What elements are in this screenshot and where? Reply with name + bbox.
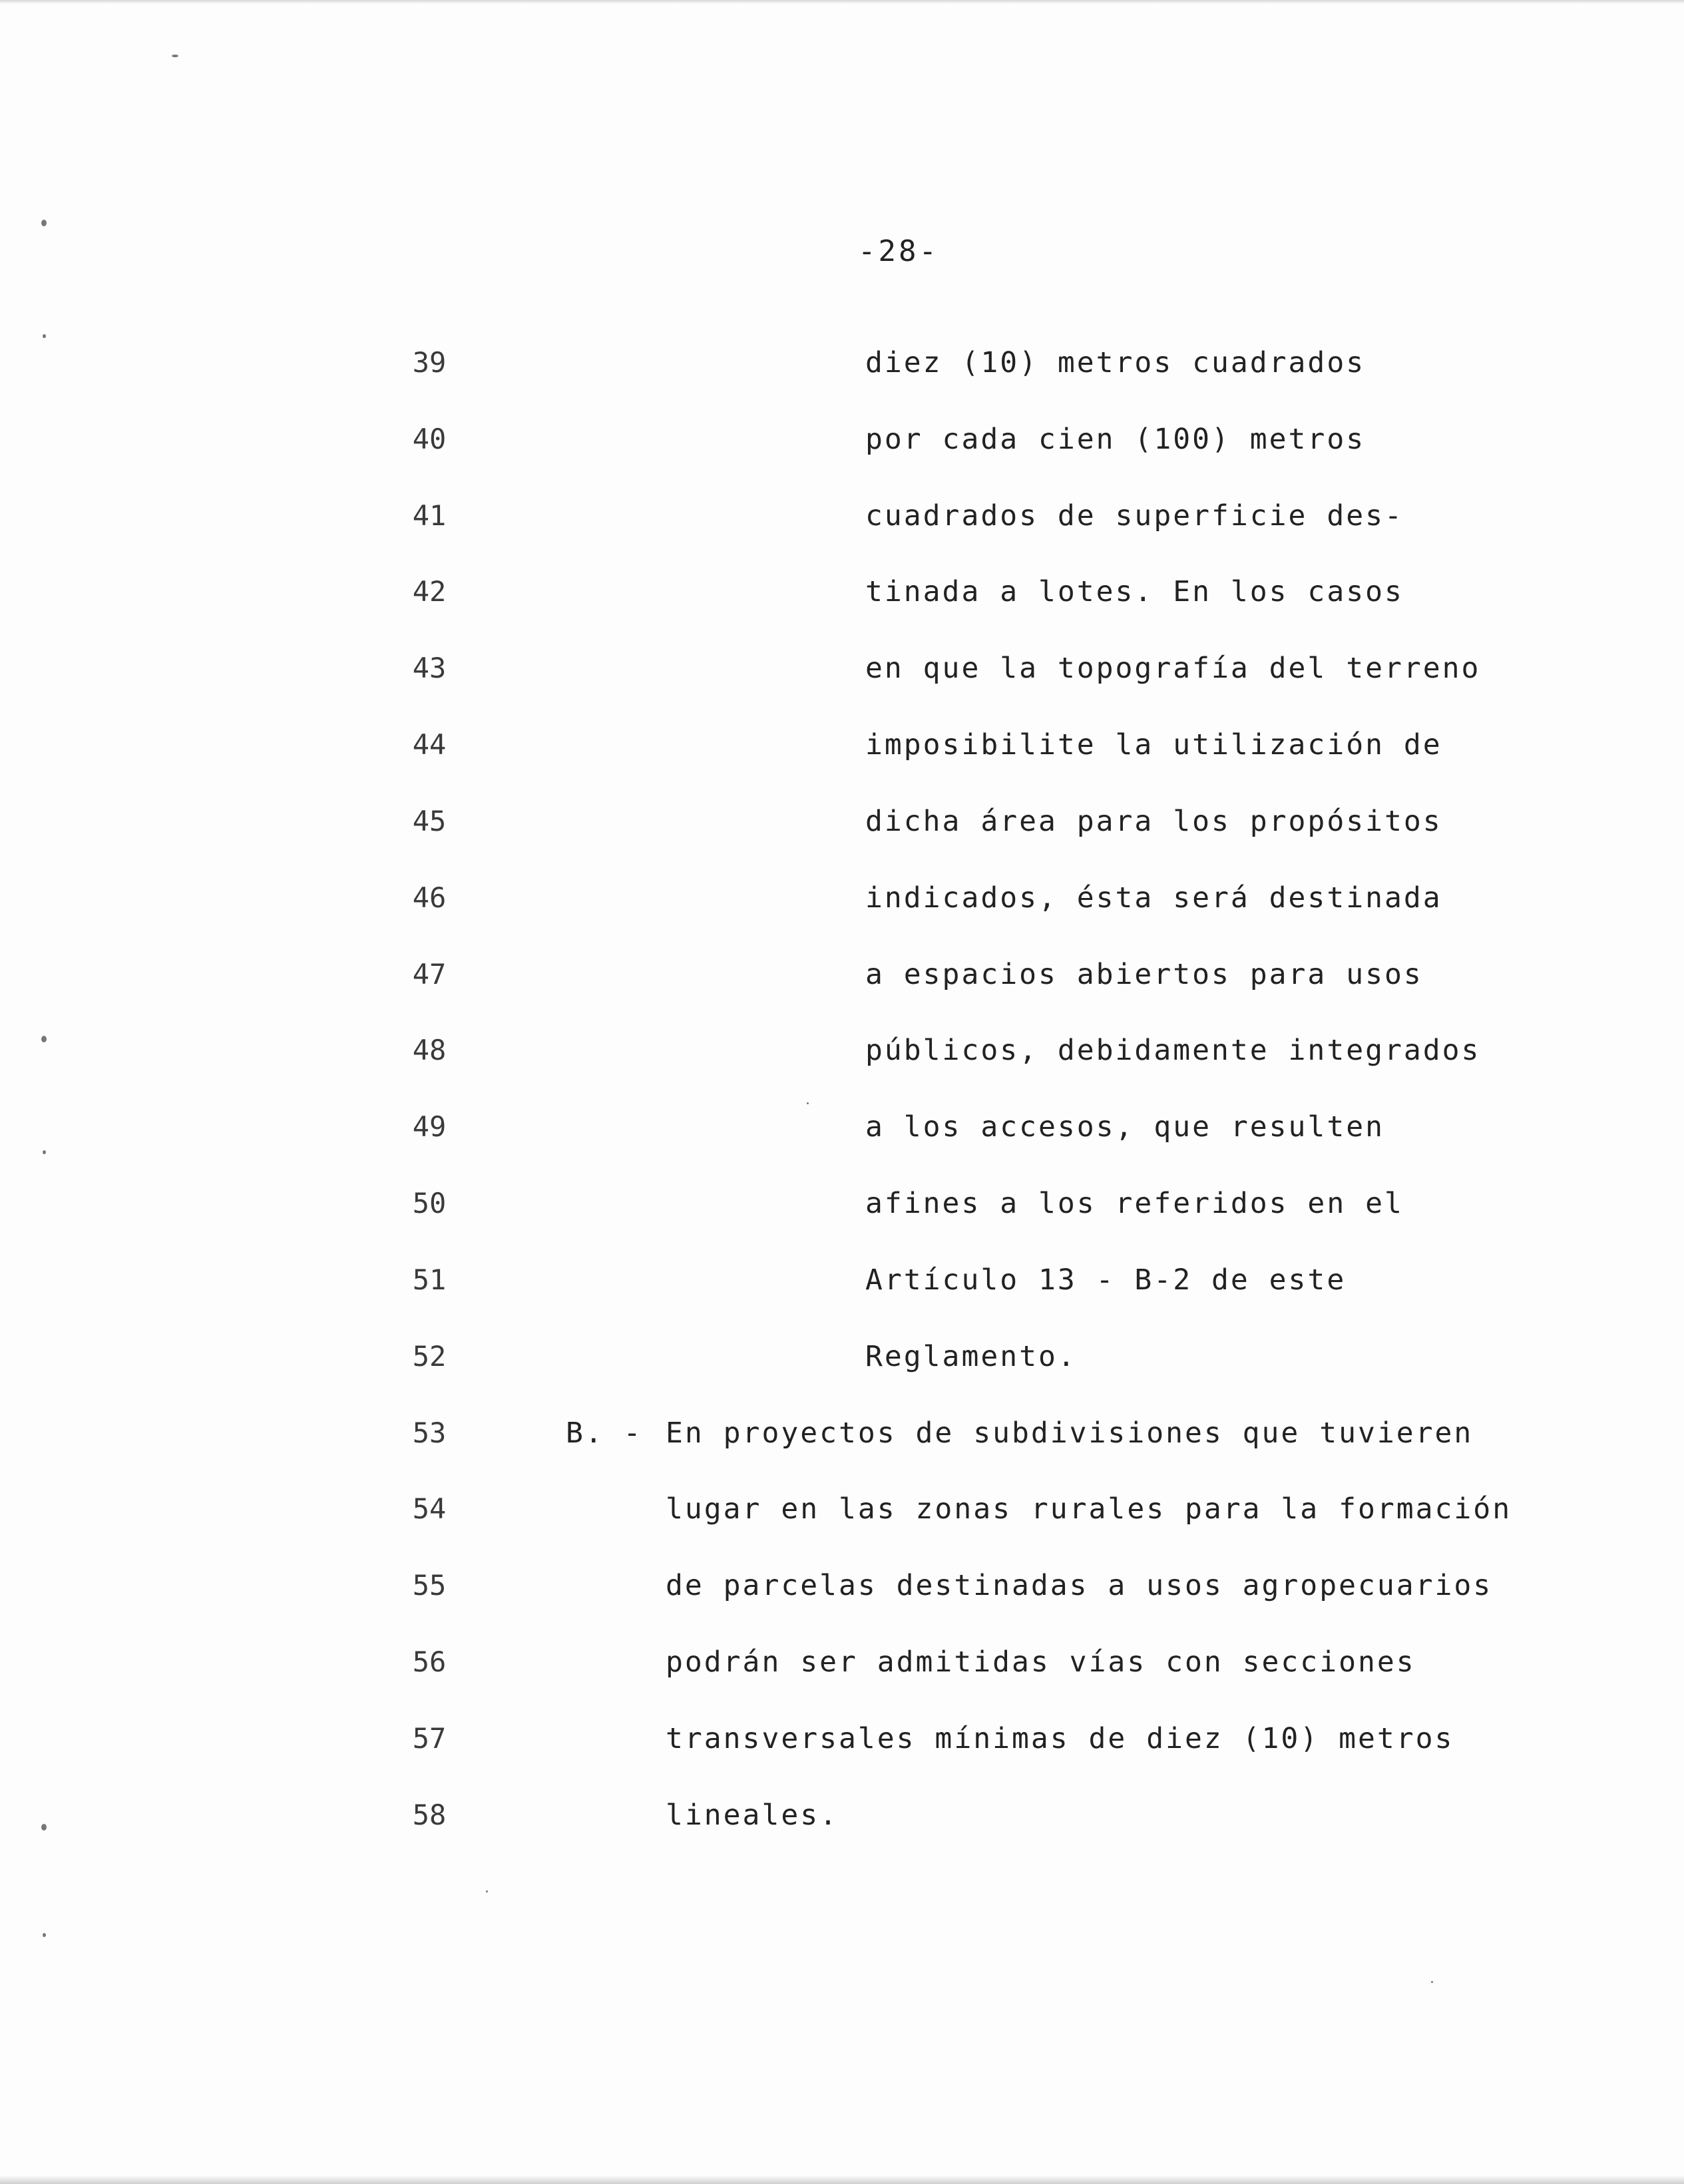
text-line: diez (10) metros cuadrados [865,346,1366,379]
scan-speck [43,1933,46,1937]
line-number: 55 [412,1569,447,1602]
text-line: indicados, ésta será destinada [865,881,1442,915]
line-number: 40 [412,423,447,455]
line-number: 39 [412,346,447,379]
text-line: lineales. [666,1799,839,1832]
text-line: a los accesos, que resulten [865,1110,1384,1144]
text-line: por cada cien (100) metros [865,423,1366,456]
line-number: 44 [412,728,447,761]
line-number: 54 [412,1492,447,1525]
line-number: 47 [412,958,447,990]
text-line: podrán ser admitidas vías con secciones [666,1645,1416,1679]
scan-speck [43,334,46,338]
scan-edge-bottom [0,2175,1684,2184]
text-line: a espacios abiertos para usos [865,958,1423,991]
page-number: -28- [858,234,939,268]
text-line: públicos, debidamente integrados [865,1034,1481,1067]
line-number: 58 [412,1799,447,1831]
scan-speck [486,1890,488,1892]
scan-speck [172,55,178,57]
line-number: 45 [412,805,447,837]
line-number: 57 [412,1722,447,1755]
line-number: 49 [412,1110,447,1143]
scan-speck [41,220,47,226]
text-line: imposibilite la utilización de [865,728,1442,762]
text-line: cuadrados de superficie des- [865,499,1404,533]
line-number: 43 [412,652,447,684]
section-marker: B. - [566,1417,643,1450]
scan-edge-top [0,0,1684,4]
line-number: 42 [412,575,447,608]
text-line: de parcelas destinadas a usos agropecuarios [666,1569,1493,1602]
text-line: en que la topografía del terreno [865,652,1481,685]
text-line: En proyectos de subdivisiones que tuvieren [666,1417,1474,1450]
line-number: 48 [412,1034,447,1066]
text-line: transversales mínimas de diez (10) metros [666,1722,1454,1755]
text-line: lugar en las zonas rurales para la formación [666,1492,1512,1526]
line-number: 56 [412,1645,447,1678]
scan-speck [43,1150,46,1154]
line-number: 50 [412,1187,447,1219]
scan-speck [807,1102,809,1104]
text-line: Reglamento. [865,1340,1077,1373]
text-line: dicha área para los propósitos [865,805,1442,838]
scan-speck [41,1824,47,1831]
scan-speck [41,1036,47,1042]
text-line: Artículo 13 - B-2 de este [865,1263,1347,1297]
scan-speck [1431,1981,1433,1983]
text-line: afines a los referidos en el [865,1187,1404,1220]
text-line: tinada a lotes. En los casos [865,575,1404,608]
line-number: 41 [412,499,447,532]
line-number: 46 [412,881,447,914]
line-number: 51 [412,1263,447,1296]
line-number: 53 [412,1417,447,1449]
line-number: 52 [412,1340,447,1373]
